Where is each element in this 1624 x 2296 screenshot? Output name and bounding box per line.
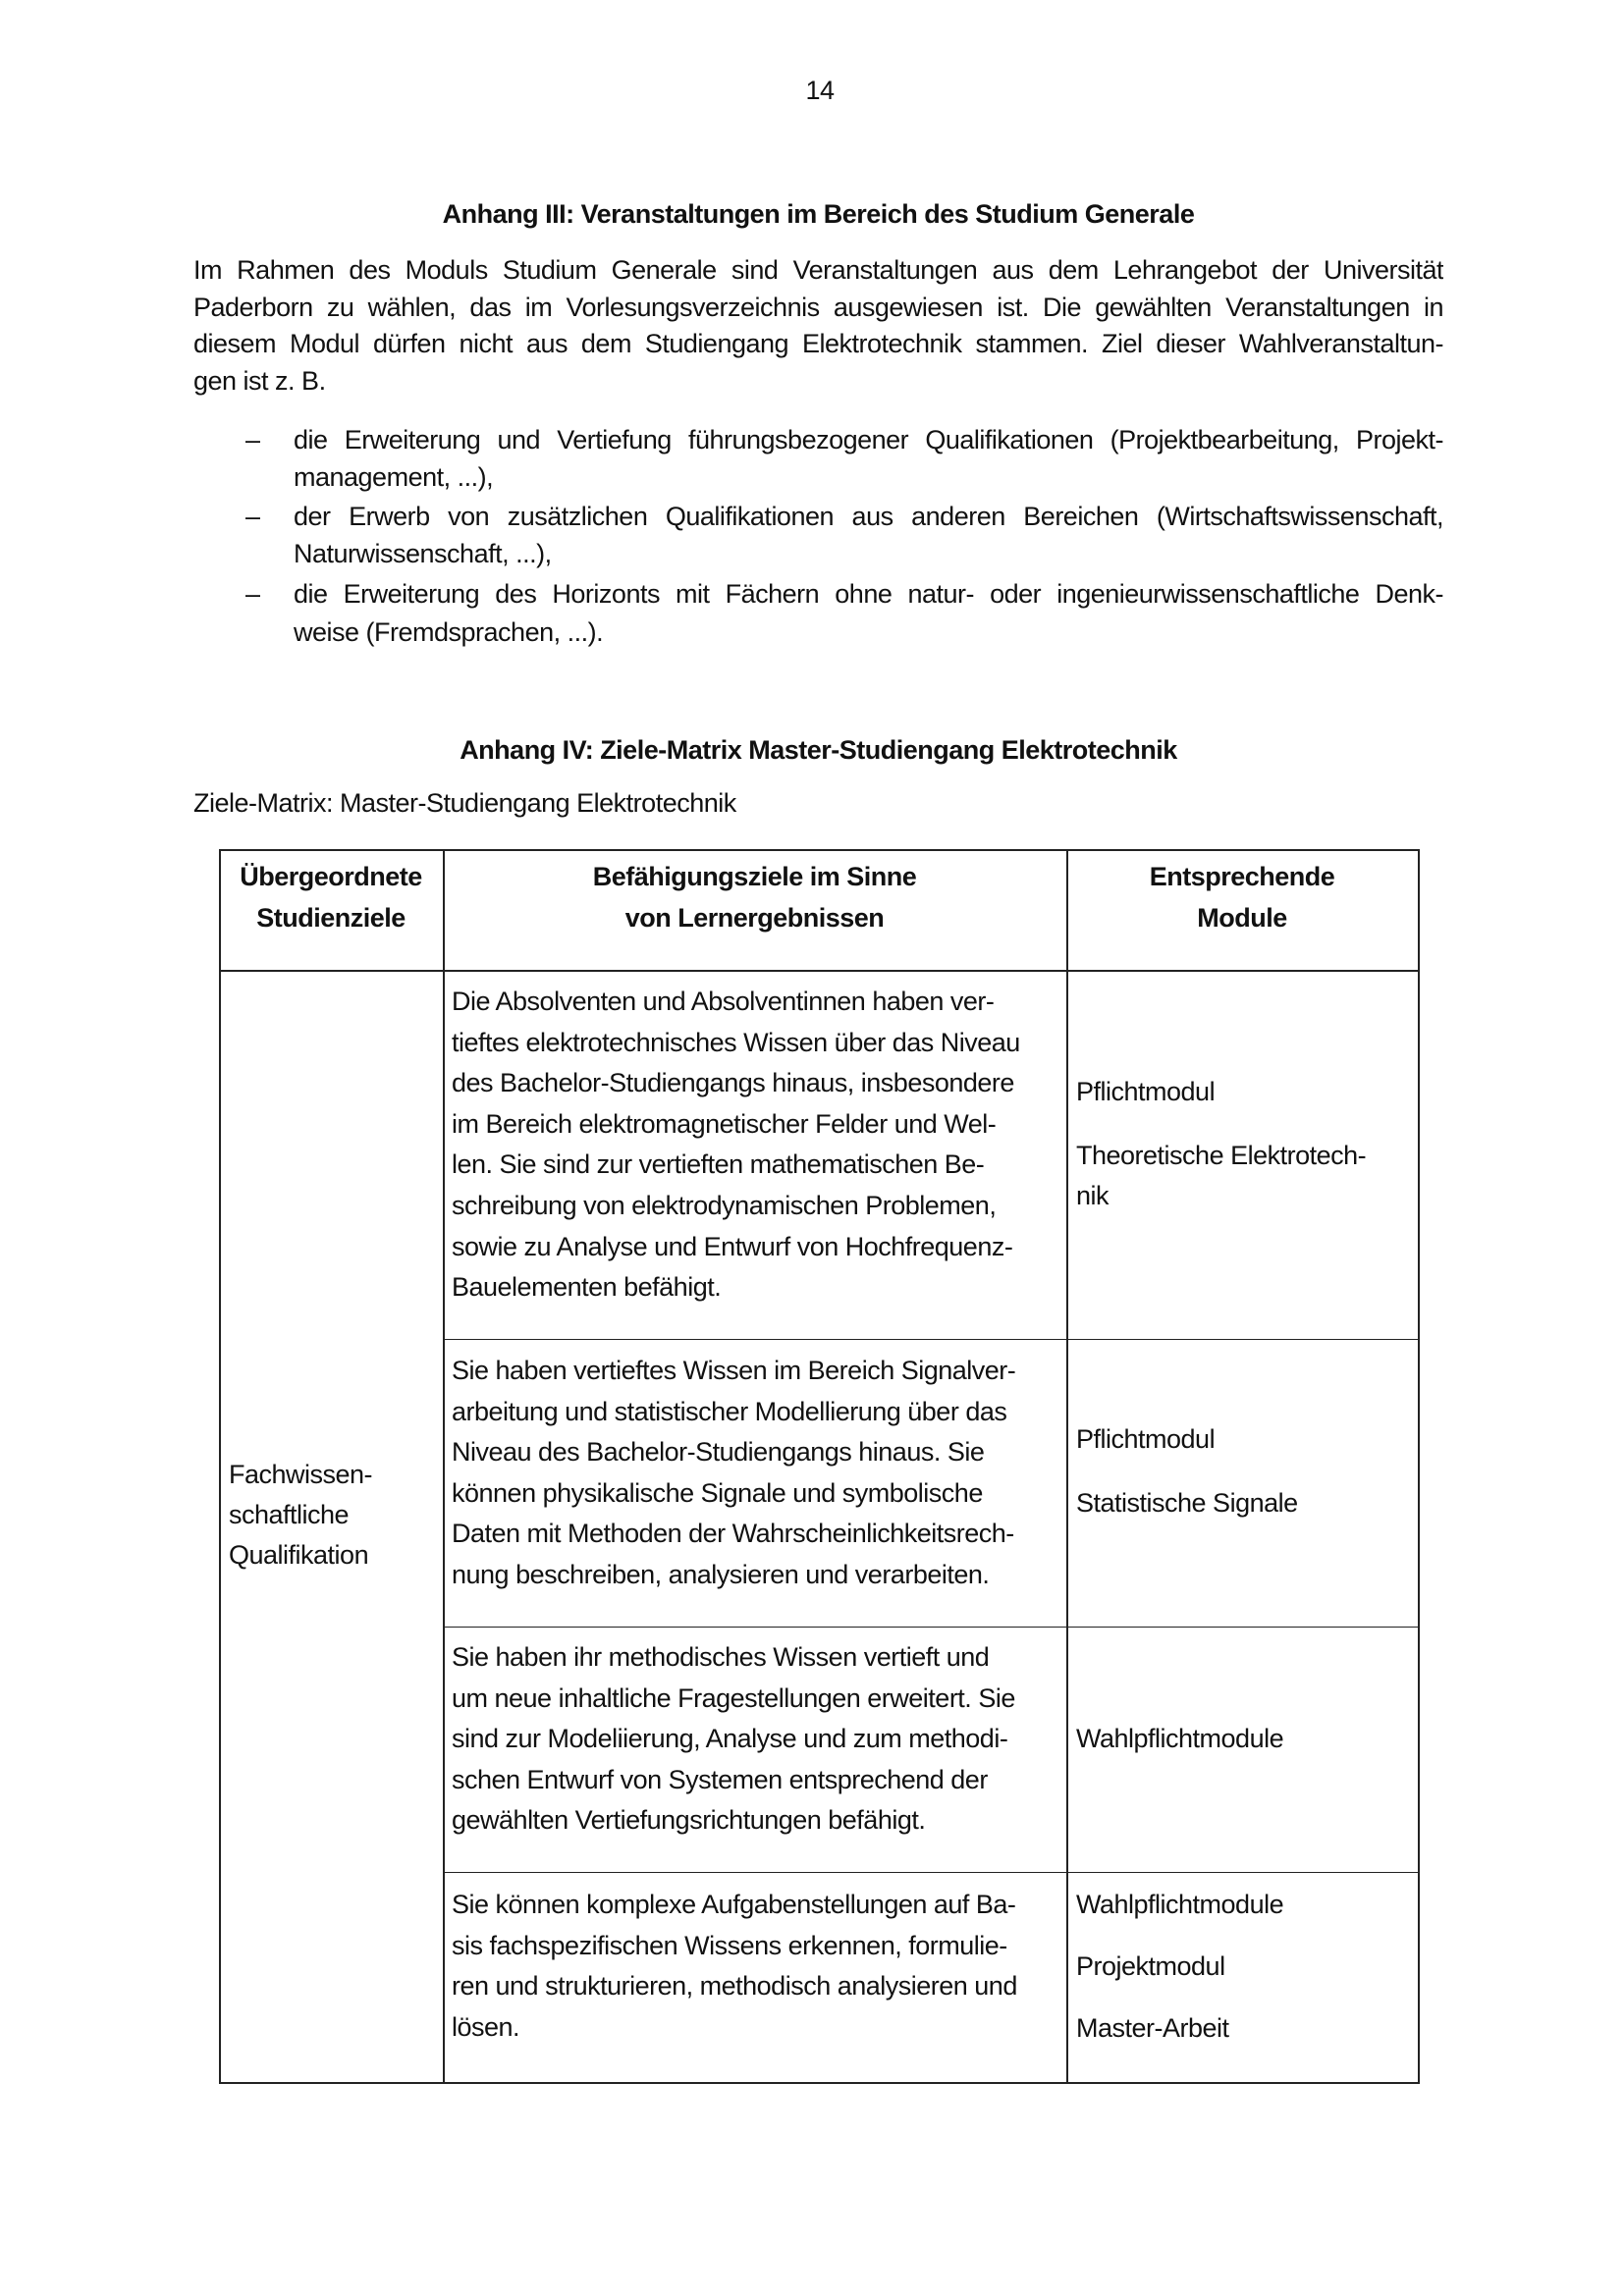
learning-goal-line: len. Sie sind zur vertieften mathematischen Be- xyxy=(452,1149,985,1180)
column-divider xyxy=(1066,849,1068,2084)
table-caption: Ziele-Matrix: Master-Studiengang Elektrotechnik xyxy=(193,788,736,818)
learning-goal-line: tieftes elektrotechnisches Wissen über das Niveau xyxy=(452,1027,1020,1057)
bullet-line: die Erweiterung des Horizonts mit Fächern ohne natur- oder ingenieurwissenschaftliche Denk- xyxy=(294,579,1443,609)
group-label: schaftliche xyxy=(229,1500,350,1529)
bullet-line: der Erwerb von zusätzlichen Qualifikationen aus anderen Bereichen (Wirtschaftswissenschaft, xyxy=(294,502,1443,531)
learning-goal-line: arbeitung und statistischer Modellierung über das xyxy=(452,1396,1007,1426)
column-header: Befähigungsziele im Sinne xyxy=(592,862,917,891)
module-name: Projektmodul xyxy=(1076,1951,1225,1981)
group-label: Qualifikation xyxy=(229,1540,369,1570)
learning-goal-line: schreibung von elektrodynamischen Problemen, xyxy=(452,1191,997,1220)
bullet-line: Naturwissenschaft, ...), xyxy=(294,539,552,568)
module-name: Master-Arbeit xyxy=(1076,2013,1229,2043)
learning-goal-line: im Bereich elektromagnetischer Felder und Wel- xyxy=(452,1108,997,1139)
table-border-top xyxy=(219,849,1420,851)
table-border-bottom xyxy=(219,2082,1420,2084)
learning-goal-line: ren und strukturieren, methodisch analysieren und xyxy=(452,1971,1017,2002)
bullet-dash-icon: – xyxy=(245,425,260,454)
column-header: Entsprechende xyxy=(1149,862,1335,891)
bullet-dash-icon: – xyxy=(245,502,260,531)
column-header: von Lernergebnissen xyxy=(624,903,885,933)
learning-goal-line: Die Absolventen und Absolventinnen haben ver- xyxy=(452,987,995,1016)
table-border-right xyxy=(1418,849,1420,2084)
learning-goal-line: Sie können komplexe Aufgabenstellungen auf Ba- xyxy=(452,1890,1016,1919)
table-border-left xyxy=(219,849,221,2084)
learning-goal-line: gewählten Vertiefungsrichtungen befähigt. xyxy=(452,1805,926,1836)
page-number: 14 xyxy=(805,76,835,105)
paragraph-line: Im Rahmen des Moduls Studium Generale sind Veranstaltungen aus dem Lehrangebot der Universität xyxy=(193,255,1443,285)
row-divider xyxy=(443,1872,1420,1873)
row-divider xyxy=(443,1627,1420,1628)
row-divider xyxy=(443,1339,1420,1340)
learning-goal-line: sis fachspezifischen Wissens erkennen, formulie- xyxy=(452,1930,1007,1960)
learning-goal-line: Sie haben vertieftes Wissen im Bereich Signalver- xyxy=(452,1356,1016,1385)
column-header: Module xyxy=(1197,903,1287,933)
header-divider xyxy=(219,970,1420,972)
learning-goal-line: schen Entwurf von Systemen entsprechend der xyxy=(452,1764,988,1794)
learning-goal-line: Sie haben ihr methodisches Wissen vertieft und xyxy=(452,1642,990,1672)
paragraph-line: diesem Modul dürfen nicht aus dem Studiengang Elektrotechnik stammen. Ziel dieser Wahlveranstaltun- xyxy=(193,329,1443,358)
module-name: nik xyxy=(1076,1181,1110,1210)
learning-goal-line: lösen. xyxy=(452,2011,520,2042)
learning-goal-line: sind zur Modeliierung, Analyse und zum methodi- xyxy=(452,1724,1008,1754)
bullet-dash-icon: – xyxy=(245,579,260,609)
learning-goal-line: um neue inhaltliche Fragestellungen erweitert. Sie xyxy=(452,1682,1015,1713)
section-heading: Anhang IV: Ziele-Matrix Master-Studiengang Elektrotechnik xyxy=(460,735,1177,765)
learning-goal-line: können physikalische Signale und symbolische xyxy=(452,1477,983,1508)
bullet-line: die Erweiterung und Vertiefung führungsbezogener Qualifikationen (Projektbearbeitung, Projekt- xyxy=(294,425,1443,454)
bullet-line: management, ...), xyxy=(294,462,494,492)
column-divider xyxy=(443,849,445,2084)
learning-goal-line: Niveau des Bachelor-Studiengangs hinaus. Sie xyxy=(452,1437,985,1468)
module-name: Wahlpflichtmodule xyxy=(1076,1724,1284,1753)
module-name: Pflichtmodul xyxy=(1076,1424,1216,1454)
column-header: Studienziele xyxy=(256,903,406,933)
module-name: Theoretische Elektrotech- xyxy=(1076,1141,1367,1170)
learning-goal-line: nung beschreiben, analysieren und verarbeiten. xyxy=(452,1560,990,1589)
group-label: Fachwissen- xyxy=(229,1460,373,1489)
module-name: Statistische Signale xyxy=(1076,1488,1298,1518)
learning-goal-line: Daten mit Methoden der Wahrscheinlichkeitsrech- xyxy=(452,1519,1014,1549)
learning-goal-line: sowie zu Analyse und Entwurf von Hochfrequenz- xyxy=(452,1231,1013,1261)
paragraph-line: Paderborn zu wählen, das im Vorlesungsverzeichnis ausgewiesen ist. Die gewählten Veranstaltungen in xyxy=(193,293,1443,322)
learning-goal-line: Bauelementen befähigt. xyxy=(452,1272,722,1303)
bullet-line: weise (Fremdsprachen, ...). xyxy=(294,617,604,647)
paragraph-line: gen ist z. B. xyxy=(193,366,326,396)
module-name: Wahlpflichtmodule xyxy=(1076,1890,1284,1919)
section-heading: Anhang III: Veranstaltungen im Bereich des Studium Generale xyxy=(442,199,1195,229)
learning-goal-line: des Bachelor-Studiengangs hinaus, insbesondere xyxy=(452,1068,1014,1098)
column-header: Übergeordnete xyxy=(240,862,422,891)
module-name: Pflichtmodul xyxy=(1076,1077,1216,1106)
